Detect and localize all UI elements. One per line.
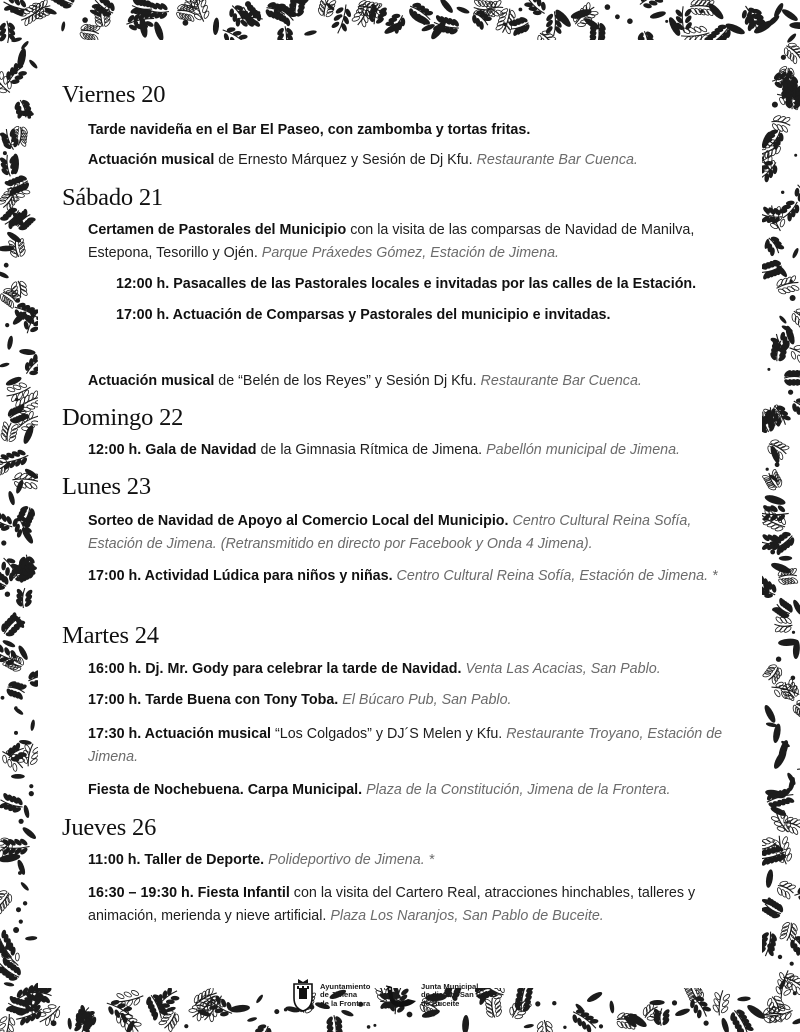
event-item: Actuación musical de Ernesto Márquez y Sesión de Dj Kfu. Restaurante Bar Cuenca. xyxy=(88,152,638,168)
logo-text-junta-municipal: Junta Municipal de distrito San Pablo de Buceite xyxy=(421,982,497,1008)
event-item: Certamen de Pastorales del Municipio con la visita de las comparsas de Navidad de Manilva, Estepona, Tesorillo y Ojén. Parque Práxedes Gómez, Estación de Jimena. xyxy=(88,222,695,261)
day-heading-martes: Martes 24 xyxy=(62,622,159,649)
event-item: Tarde navideña en el Bar El Paseo, con zambomba y tortas fritas. xyxy=(88,122,531,138)
event-item: 12:00 h. Gala de Navidad de la Gimnasia Rítmica de Jimena. Pabellón municipal de Jimena. xyxy=(88,442,681,458)
event-item: 17:00 h. Tarde Buena con Tony Toba. El Búcaro Pub, San Pablo. xyxy=(88,692,512,708)
day-heading-jueves: Jueves 26 xyxy=(62,814,157,841)
logo-text-ayuntamiento: Ayuntamiento de Jimena de la Frontera xyxy=(320,982,371,1008)
event-item: 17:00 h. Actuación de Comparsas y Pastorales del municipio e invitadas. xyxy=(116,307,611,323)
day-heading-sabado: Sábado 21 xyxy=(62,184,163,211)
event-item: 16:30 – 19:30 h. Fiesta Infantil con la visita del Cartero Real, atracciones hinchables, talleres y animación, merienda y nieve artificial. Plaza Los Naranjos, San Pablo de Buceite. xyxy=(88,885,696,924)
footer-logos xyxy=(290,976,530,1016)
event-item: 17:00 h. Actividad Lúdica para niños y niñas. Centro Cultural Reina Sofía, Estación de Jimena. * xyxy=(88,568,718,584)
event-item: 17:30 h. Actuación musical “Los Colgados” y DJ´S Melen y Kfu. Restaurante Troyano, Estación de Jimena. xyxy=(88,726,723,765)
event-item: 12:00 h. Pasacalles de las Pastorales locales e invitadas por las calles de la Estación. xyxy=(116,276,697,292)
event-item: 16:00 h. Dj. Mr. Gody para celebrar la tarde de Navidad. Venta Las Acacias, San Pablo. xyxy=(88,661,661,677)
event-item: Actuación musical de “Belén de los Reyes” y Sesión Dj Kfu. Restaurante Bar Cuenca. xyxy=(88,373,642,389)
event-item: Fiesta de Nochebuena. Carpa Municipal. Plaza de la Constitución, Jimena de la Frontera. xyxy=(88,782,671,798)
day-heading-domingo: Domingo 22 xyxy=(62,404,184,431)
day-heading-lunes: Lunes 23 xyxy=(62,473,151,500)
schedule-content xyxy=(38,40,762,988)
jimena-coat-of-arms-icon xyxy=(290,978,316,1012)
event-item: Sorteo de Navidad de Apoyo al Comercio Local del Municipio. Centro Cultural Reina Sofía, Estación de Jimena. (Retransmitido en directo por Facebook y Onda 4 Jimena). xyxy=(88,513,692,552)
day-heading-viernes: Viernes 20 xyxy=(62,81,166,108)
san-pablo-bird-logo-icon xyxy=(384,984,418,1008)
event-item: 11:00 h. Taller de Deporte. Polideportivo de Jimena. * xyxy=(88,852,435,868)
